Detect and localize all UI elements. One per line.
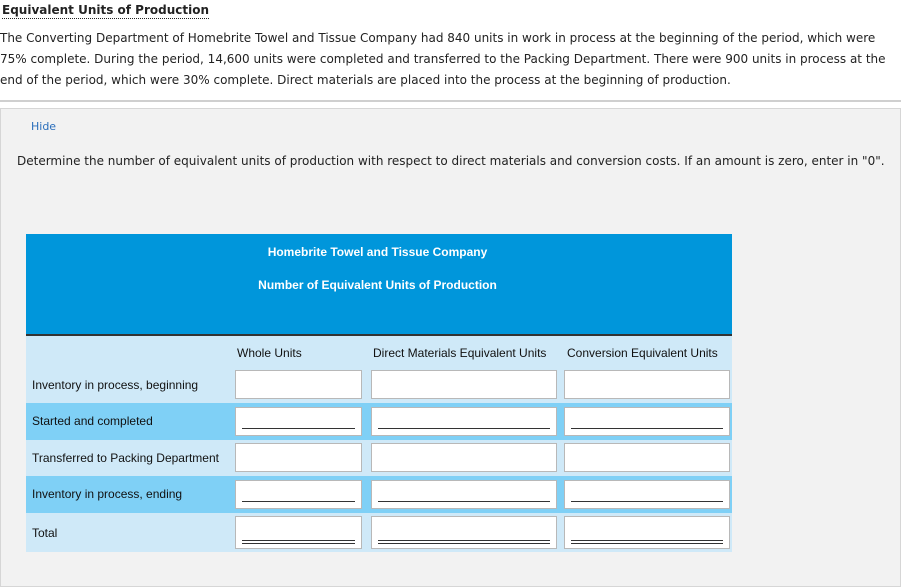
direct-materials-input[interactable] — [371, 407, 557, 436]
conversion-input[interactable] — [564, 480, 730, 509]
row-label: Started and completed — [32, 414, 153, 428]
page-title: Equivalent Units of Production — [2, 3, 210, 17]
instructions-text: Determine the number of equivalent units of production with respect to direct materials and conversion costs. If an amount is zero, enter in "0". — [17, 154, 885, 168]
direct-materials-input[interactable] — [371, 443, 557, 472]
whole-units-input[interactable] — [235, 370, 362, 399]
row-label: Transferred to Packing Department — [32, 451, 219, 465]
direct-materials-total-input[interactable] — [371, 516, 557, 549]
conversion-input[interactable] — [564, 370, 730, 399]
table-row-total — [26, 513, 732, 552]
conversion-input[interactable] — [564, 443, 730, 472]
hide-link[interactable]: Hide — [31, 120, 57, 133]
table-row — [26, 440, 732, 476]
whole-units-input[interactable] — [235, 480, 362, 509]
row-label: Inventory in process, ending — [32, 487, 183, 501]
column-header-row — [26, 336, 732, 370]
conversion-input[interactable] — [564, 407, 730, 436]
direct-materials-input[interactable] — [371, 480, 557, 509]
row-label: Inventory in process, beginning — [32, 378, 199, 392]
whole-units-total-input[interactable] — [235, 516, 362, 549]
row-label: Total — [32, 526, 58, 540]
column-header-whole-units: Whole Units — [237, 346, 302, 360]
problem-statement: The Converting Department of Homebrite Towel and Tissue Company had 840 units in work in process at the beginning of the period, which were 75% complete. During the period, 14,600 units were completed and transferred to the Packing Department. There were 900 units in process at the end of the period, which were 30% complete. Direct materials are placed into the process at the beginning of production. — [0, 31, 886, 87]
table-row — [26, 367, 732, 403]
table-row — [26, 476, 732, 513]
table-header — [26, 234, 732, 336]
conversion-total-input[interactable] — [564, 516, 730, 549]
table-subtitle: Number of Equivalent Units of Production — [258, 278, 497, 292]
whole-units-input[interactable] — [235, 443, 362, 472]
table-row — [26, 403, 732, 440]
column-header-conversion: Conversion Equivalent Units — [567, 346, 718, 360]
equivalent-units-table — [26, 234, 732, 552]
divider — [0, 100, 901, 102]
company-name: Homebrite Towel and Tissue Company — [267, 245, 488, 259]
direct-materials-input[interactable] — [371, 370, 557, 399]
column-header-direct-materials: Direct Materials Equivalent Units — [373, 346, 547, 360]
whole-units-input[interactable] — [235, 407, 362, 436]
